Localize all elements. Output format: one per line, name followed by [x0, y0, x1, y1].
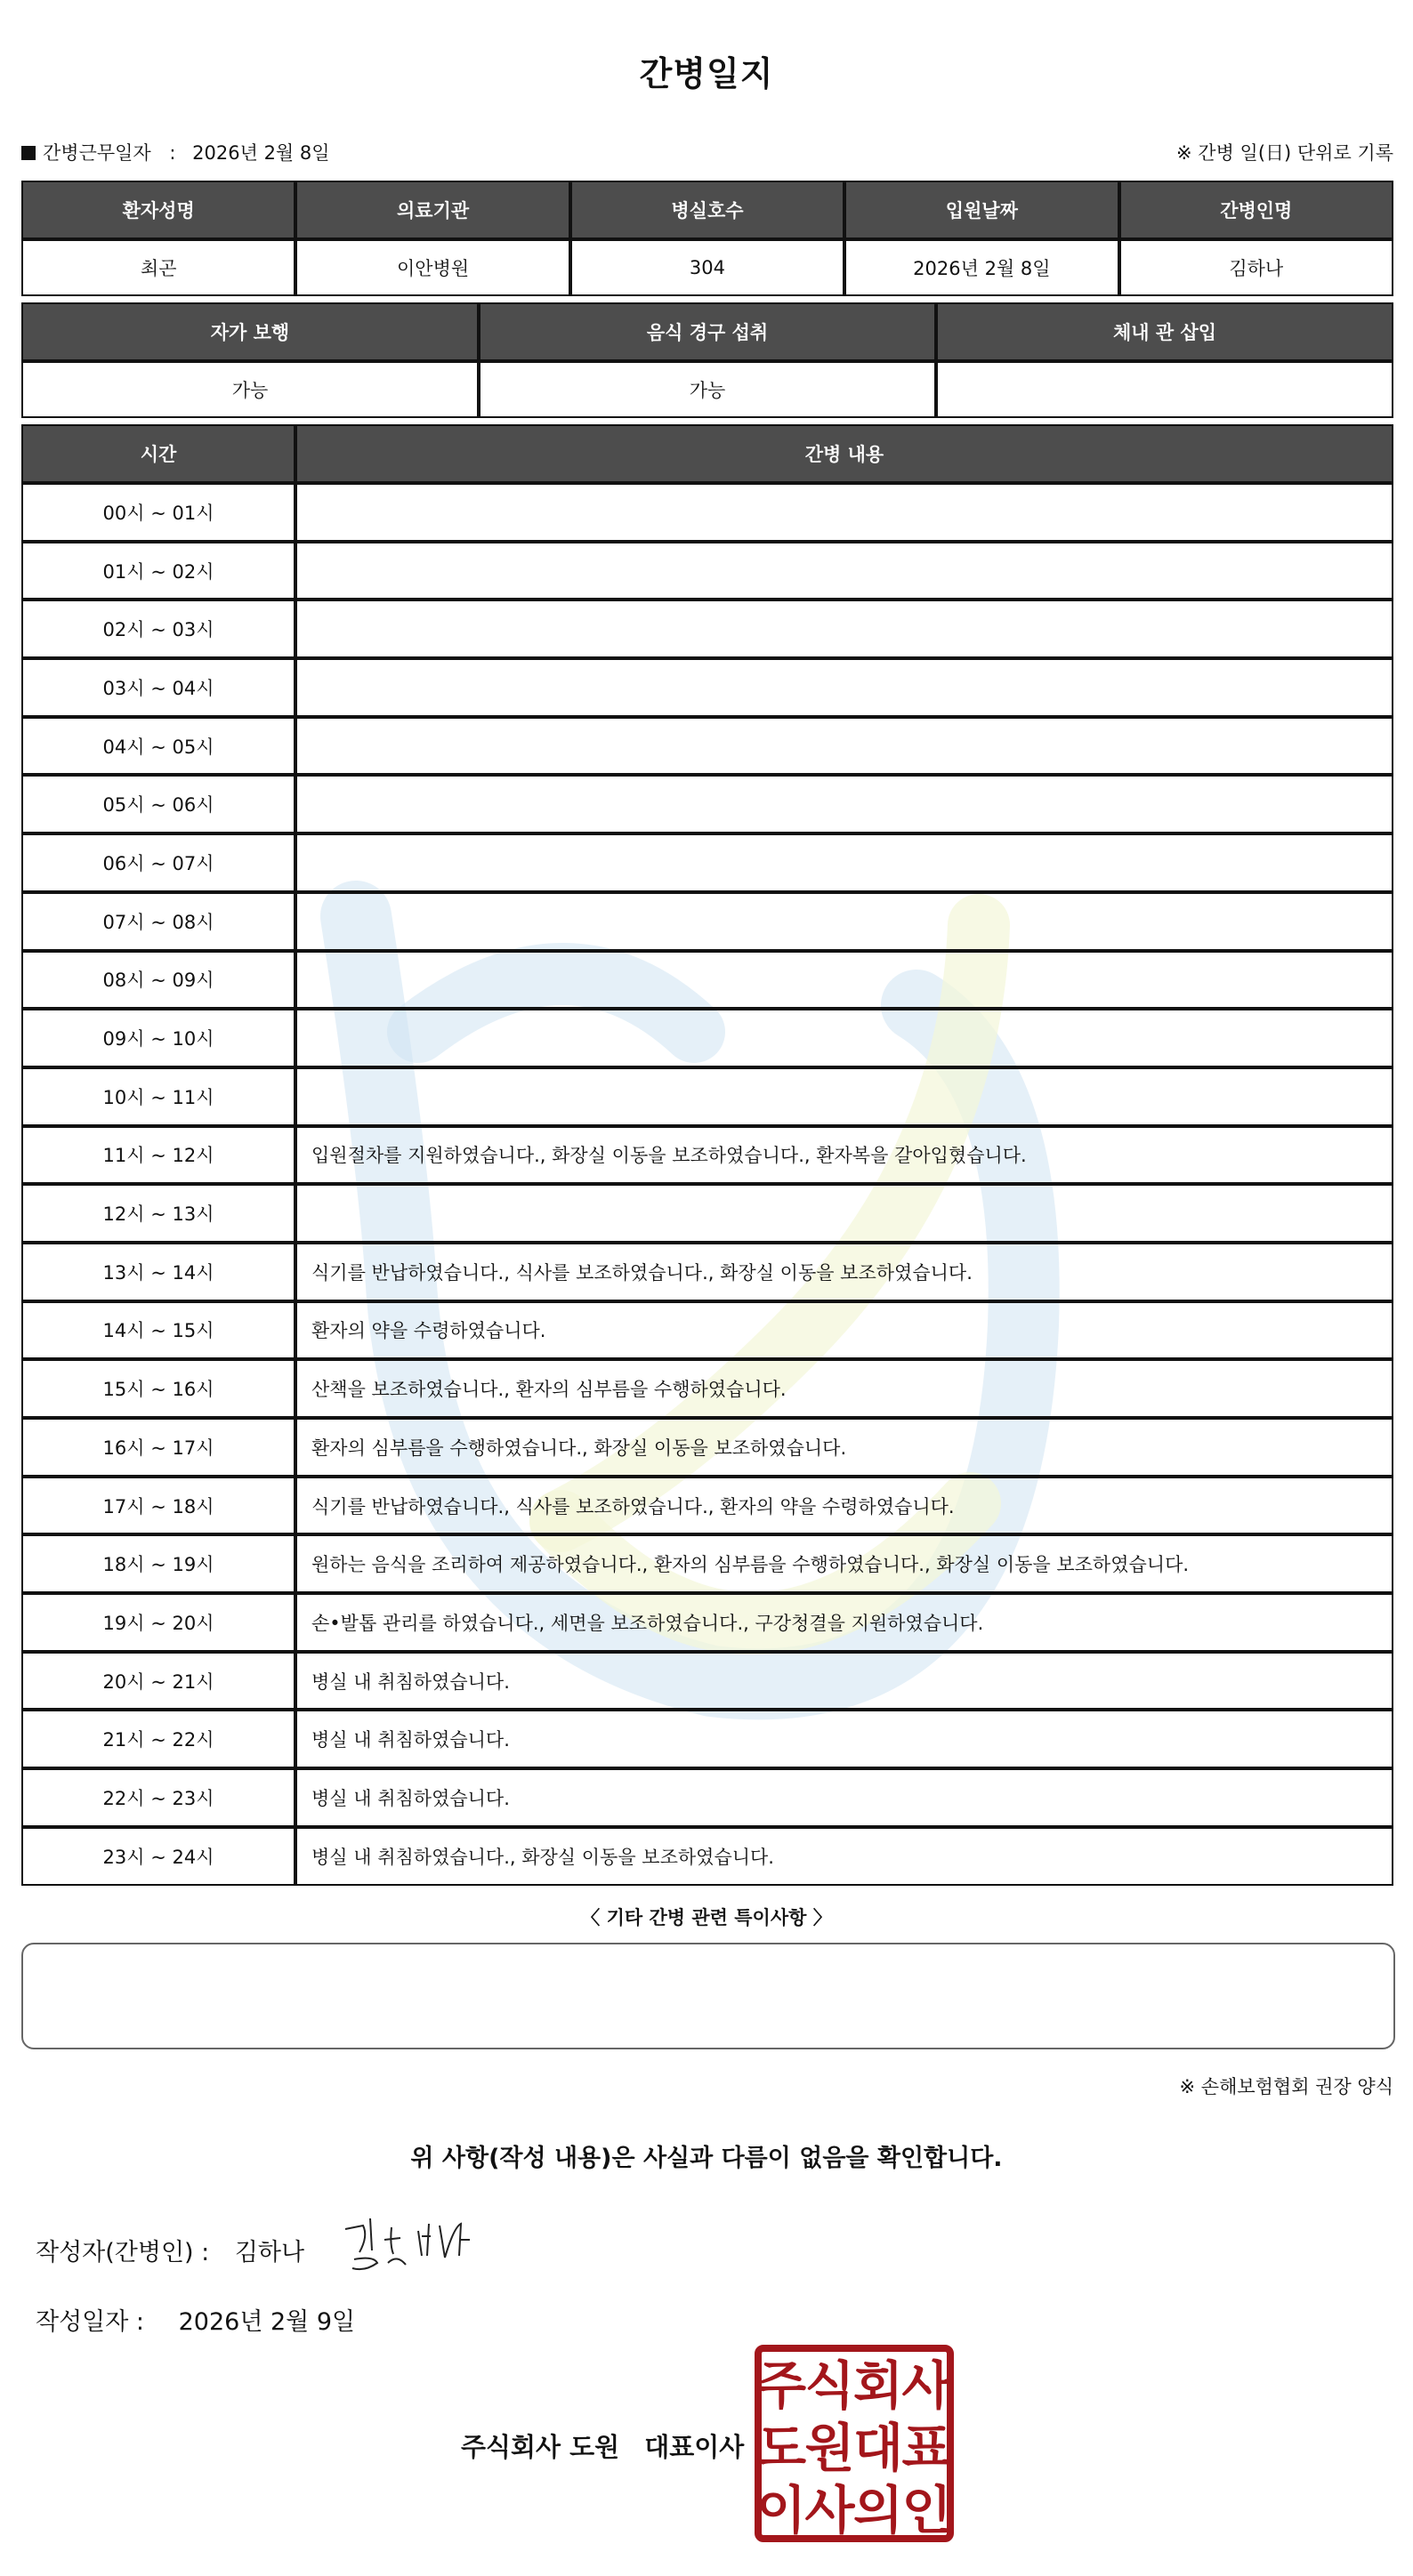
care-log-content: 입원절차를 지원하였습니다., 화장실 이동을 보조하였습니다., 환자복을 갈아입혔습니다.: [295, 1126, 1393, 1185]
handwritten-signature: [338, 2210, 498, 2281]
care-log-row: [21, 951, 1393, 1010]
care-log-row: [21, 1827, 1393, 1886]
representative-title: 대표이사: [644, 2432, 745, 2462]
writer-line: [36, 2233, 304, 2267]
patient-info-value-row: [21, 239, 1393, 296]
care-log-row: [21, 1009, 1393, 1067]
self-walking-value: 가능: [21, 361, 479, 418]
care-log-content: 환자의 심부름을 수행하였습니다., 화장실 이동을 보조하였습니다.: [295, 1418, 1393, 1477]
care-log-row: [21, 1359, 1393, 1418]
care-log-row: [21, 1243, 1393, 1301]
care-log-row: [21, 1477, 1393, 1535]
seal-character: 도: [755, 2418, 807, 2478]
patient-status-table: [21, 302, 1393, 418]
oral-intake-value: 가능: [479, 361, 936, 418]
header-caregiver-name: 간병인명: [1119, 181, 1393, 239]
hospital-name: 이안병원: [295, 239, 569, 296]
care-log-time: 01시 ~ 02시: [21, 542, 295, 600]
company-name: 주식회사 도원: [461, 2432, 620, 2462]
care-log-content: 병실 내 취침하였습니다.: [295, 1710, 1393, 1768]
care-log-row: [21, 542, 1393, 600]
header-tube-insertion: 체내 관 삽입: [936, 302, 1393, 361]
care-log-header-row: [21, 424, 1393, 483]
seal-character: 인: [901, 2480, 952, 2540]
special-notes-box: [21, 1943, 1395, 2049]
care-log-time: 17시 ~ 18시: [21, 1477, 295, 1535]
header-time: 시간: [21, 424, 295, 483]
association-note: ※ 손해보험협회 권장 양식: [1179, 2076, 1393, 2097]
care-log-time: 14시 ~ 15시: [21, 1301, 295, 1360]
care-log-content: 식기를 반납하였습니다., 식사를 보조하였습니다., 화장실 이동을 보조하였습니다.: [295, 1243, 1393, 1301]
tube-insertion-value: [936, 361, 1393, 418]
work-date: [21, 139, 330, 165]
care-log-content: 산책을 보조하였습니다., 환자의 심부름을 수행하였습니다.: [295, 1359, 1393, 1418]
care-log-time: 08시 ~ 09시: [21, 951, 295, 1010]
header-oral-intake: 음식 경구 섭취: [479, 302, 936, 361]
care-log-row: [21, 1126, 1393, 1185]
header-admission-date: 입원날짜: [844, 181, 1118, 239]
company-seal-stamp: [755, 2345, 954, 2542]
care-log-row: [21, 1652, 1393, 1711]
seal-character: 사: [901, 2355, 952, 2416]
caregiver-name: 김하나: [1119, 239, 1393, 296]
care-log-content: [295, 542, 1393, 600]
care-log-row: [21, 658, 1393, 717]
care-log-row: [21, 892, 1393, 951]
care-log-content: [295, 833, 1393, 892]
care-log-time: 20시 ~ 21시: [21, 1652, 295, 1711]
care-log-content: 원하는 음식을 조리하여 제공하였습니다., 환자의 심부름을 수행하였습니다., 화장실 이동을 보조하였습니다.: [295, 1534, 1393, 1593]
care-log-content: [295, 658, 1393, 717]
care-log-content: 병실 내 취침하였습니다.: [295, 1768, 1393, 1827]
care-log-row: [21, 1418, 1393, 1477]
seal-character: 사: [804, 2480, 855, 2540]
written-date-value: 2026년 2월 9일: [178, 2308, 356, 2336]
care-log-time: 12시 ~ 13시: [21, 1184, 295, 1243]
care-log-row: [21, 1067, 1393, 1126]
care-log-row: [21, 833, 1393, 892]
care-log-time: 19시 ~ 20시: [21, 1593, 295, 1652]
seal-character: 대: [852, 2418, 904, 2478]
care-log-time: 04시 ~ 05시: [21, 717, 295, 776]
care-log-content: 환자의 약을 수령하였습니다.: [295, 1301, 1393, 1360]
header-self-walking: 자가 보행: [21, 302, 479, 361]
care-log-content: 병실 내 취침하였습니다.: [295, 1652, 1393, 1711]
header-care-content: 간병 내용: [295, 424, 1393, 483]
work-date-separator: :: [169, 142, 176, 164]
care-log-time: 21시 ~ 22시: [21, 1710, 295, 1768]
care-log-content: [295, 1009, 1393, 1067]
care-log-row: [21, 600, 1393, 658]
care-log-row: [21, 1534, 1393, 1593]
care-log-row: [21, 1593, 1393, 1652]
patient-status-value-row: [21, 361, 1393, 418]
room-number: 304: [570, 239, 844, 296]
care-log-time: 06시 ~ 07시: [21, 833, 295, 892]
care-log-content: [295, 1067, 1393, 1126]
seal-character: 식: [804, 2355, 855, 2416]
patient-name: 최곤: [21, 239, 295, 296]
header-patient-name: 환자성명: [21, 181, 295, 239]
care-log-content: [295, 951, 1393, 1010]
care-log-time: 23시 ~ 24시: [21, 1827, 295, 1886]
care-log-row: [21, 1710, 1393, 1768]
care-log-content: 병실 내 취침하였습니다., 화장실 이동을 보조하였습니다.: [295, 1827, 1393, 1886]
care-log-time: 15시 ~ 16시: [21, 1359, 295, 1418]
work-date-value: 2026년 2월 8일: [192, 142, 330, 164]
header-room-number: 병실호수: [570, 181, 844, 239]
written-date-line: [36, 2302, 355, 2337]
care-log-time: 13시 ~ 14시: [21, 1243, 295, 1301]
care-log-time: 09시 ~ 10시: [21, 1009, 295, 1067]
square-bullet-icon: [21, 146, 36, 160]
patient-info-header-row: [21, 181, 1393, 239]
care-log-time: 22시 ~ 23시: [21, 1768, 295, 1827]
care-log-time: 18시 ~ 19시: [21, 1534, 295, 1593]
care-log-time: 00시 ~ 01시: [21, 483, 295, 542]
care-log-row: [21, 1301, 1393, 1360]
writer-label: 작성자(간병인) :: [36, 2239, 210, 2266]
care-log-row: [21, 1184, 1393, 1243]
seal-character: 표: [901, 2418, 952, 2478]
notes-title: 〈 기타 간병 관련 특이사항 〉: [581, 1907, 832, 1928]
seal-character: 이: [755, 2480, 807, 2540]
seal-character: 의: [852, 2480, 904, 2540]
care-log-content: [295, 1184, 1393, 1243]
care-log-time: 02시 ~ 03시: [21, 600, 295, 658]
care-log-row: [21, 1768, 1393, 1827]
care-log-time: 05시 ~ 06시: [21, 775, 295, 833]
care-log-row: [21, 717, 1393, 776]
patient-status-header-row: [21, 302, 1393, 361]
care-log-content: [295, 483, 1393, 542]
care-log-content: [295, 717, 1393, 776]
care-log-content: [295, 892, 1393, 951]
header-hospital: 의료기관: [295, 181, 569, 239]
care-log-content: [295, 600, 1393, 658]
patient-info-table: [21, 181, 1393, 296]
daily-record-note: ※ 간병 일(日) 단위로 기록: [1176, 142, 1393, 164]
document-title: 간병일지: [639, 54, 774, 93]
care-log-row: [21, 483, 1393, 542]
writer-name: 김하나: [234, 2239, 305, 2266]
care-log-content: [295, 775, 1393, 833]
care-log-content: 손•발톱 관리를 하였습니다., 세면을 보조하였습니다., 구강청결을 지원하였습니다.: [295, 1593, 1393, 1652]
care-log-time: 16시 ~ 17시: [21, 1418, 295, 1477]
care-log-time: 10시 ~ 11시: [21, 1067, 295, 1126]
care-log-table: [21, 424, 1393, 1886]
seal-character: 회: [852, 2355, 904, 2416]
care-log-time: 03시 ~ 04시: [21, 658, 295, 717]
confirmation-statement: 위 사항(작성 내용)은 사실과 다름이 없음을 확인합니다.: [410, 2145, 1003, 2172]
seal-character: 원: [804, 2418, 855, 2478]
company-line: [461, 2427, 744, 2464]
written-date-label: 작성일자 :: [36, 2308, 145, 2336]
care-log-content: 식기를 반납하였습니다., 식사를 보조하였습니다., 환자의 약을 수령하였습니다.: [295, 1477, 1393, 1535]
care-log-time: 07시 ~ 08시: [21, 892, 295, 951]
seal-character: 주: [755, 2355, 807, 2416]
care-log-row: [21, 775, 1393, 833]
care-log-time: 11시 ~ 12시: [21, 1126, 295, 1185]
admission-date: 2026년 2월 8일: [844, 239, 1118, 296]
work-date-label: 간병근무일자: [43, 142, 151, 164]
